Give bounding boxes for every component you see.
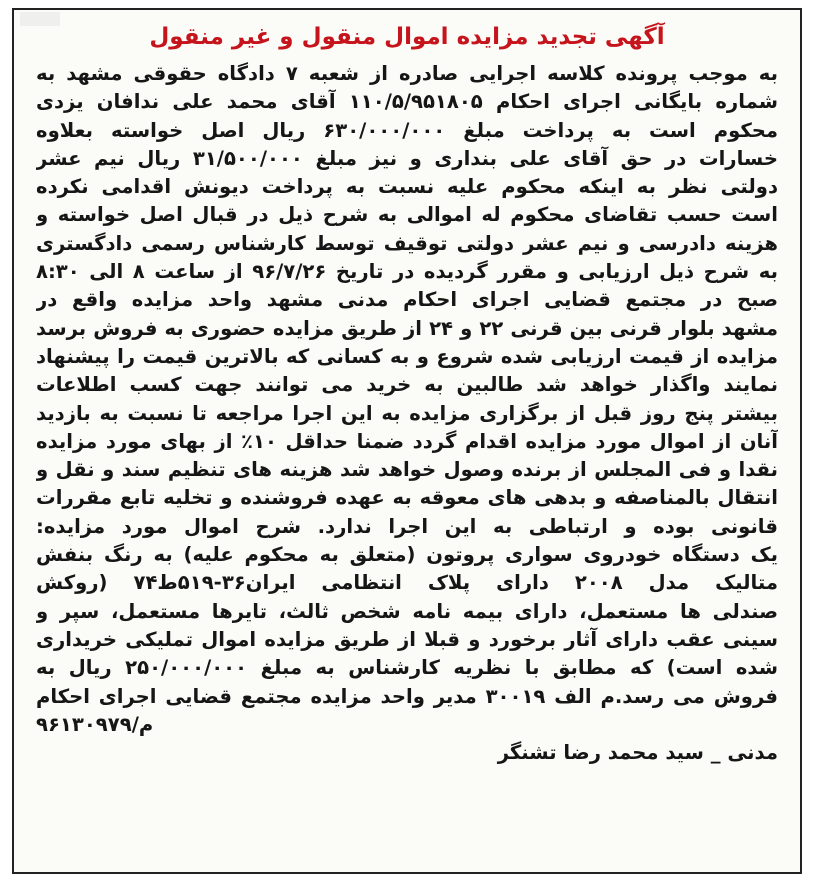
notice-line: قانونی بوده و ارتباطی به این اجرا ندارد. شرح اموال مورد مزایده: — [36, 514, 778, 538]
reference-code: م/۹۶۱۳۰۹۷۹ — [36, 712, 154, 736]
notice-line: نقدا و فی المجلس از برنده وصول خواهد شد هزینه های تنظیم سند و نقل و — [36, 458, 778, 482]
notice-line: انتقال بالمناصفه و بدهی های معوقه به عهده فروشنده و تخلیه تابع مقررات — [36, 486, 778, 510]
notice-line: شده است) که مطابق با نظریه کارشناس به مبلغ ۲۵۰/۰۰۰/۰۰۰ ریال به — [36, 656, 778, 680]
notice-line: مزایده از قیمت ارزیابی شده شروع و به کسانی که بالاترین قیمت را پیشنهاد — [36, 344, 778, 368]
notice-line: هزینه دادرسی و نیم عشر دولتی توقیف توسط کارشناس رسمی دادگستری — [36, 231, 778, 255]
notice-line: سینی عقب دارای آثار برخورد و قبلا از طریق مزایده اموال تملیکی خریداری — [36, 627, 778, 651]
notice-line: به شرح ذیل ارزیابی و مقرر گردیده در تاریخ ۹۶/۷/۲۶ از ساعت ۸ الی ۸:۳۰ — [36, 260, 778, 284]
notice-title: آگهی تجدید مزایده اموال منقول و غیر منقول — [149, 24, 665, 50]
notice-line: نمایند واگذار خواهد شد طالبین به خرید می توانند جهت کسب اطلاعات — [36, 373, 778, 397]
notice-line: محکوم است به پرداخت مبلغ ۶۳۰/۰۰۰/۰۰۰ ریال اصل خواسته بعلاوه — [36, 118, 778, 142]
notice-line: شماره بایگانی اجرای احکام ۱۱۰/۵/۹۵۱۸۰۵ آقای محمد علی ندافان یزدی — [36, 90, 778, 114]
notice-line: است حسب تقاضای محکوم له اموالی به شرح ذیل در قبال اصل خواسته و — [36, 203, 778, 227]
notice-line: دولتی نظر به اینکه محکوم علیه نسبت به پرداخت دیونش اقدامی نکرده — [36, 175, 778, 199]
notice-line: مشهد بلوار قرنی بین قرنی ۲۲ و ۲۴ از طریق مزایده حضوری به فروش برسد — [36, 316, 778, 340]
notice-line: صندلی ها مستعمل، دارای بیمه نامه شخص ثالث، تایرها مستعمل، سپر و — [36, 599, 778, 623]
notice-line: صبح در مجتمع قضایی اجرای احکام مدنی مشهد واحد مزایده واقع در — [36, 288, 778, 312]
notice-line: متالیک مدل ۲۰۰۸ دارای پلاک انتظامی ایران۳۶-۵۱۹ط۷۴ (روکش — [36, 571, 778, 595]
notice-line: خسارات در حق آقای علی بنداری و نیز مبلغ ۳۱/۵۰۰/۰۰۰ ریال نیم عشر — [36, 146, 778, 170]
notice-frame — [12, 8, 802, 874]
notice-body — [36, 60, 778, 767]
notice-line: بیشتر پنج روز قبل از برگزاری مزایده به این اجرا مراجعه تا نسبت به بازدید — [36, 401, 778, 425]
notice-line: فروش می رسد.م الف ۳۰۰۱۹ مدیر واحد مزایده مجتمع قضایی اجرای احکام — [36, 684, 778, 708]
notice-signature: مدنی _ سید محمد رضا تشنگر — [497, 741, 778, 765]
notice-line: یک دستگاه خودروی سواری پروتون (متعلق به محکوم علیه) به رنگ بنفش — [36, 543, 778, 567]
notice-line: به موجب پرونده کلاسه اجرایی صادره از شعبه ۷ دادگاه حقوقی مشهد به — [36, 62, 778, 85]
notice-line: آنان از اموال مورد مزایده اقدام گردد ضمنا حداقل ۱۰٪ از بهای مورد مزایده — [36, 429, 778, 453]
